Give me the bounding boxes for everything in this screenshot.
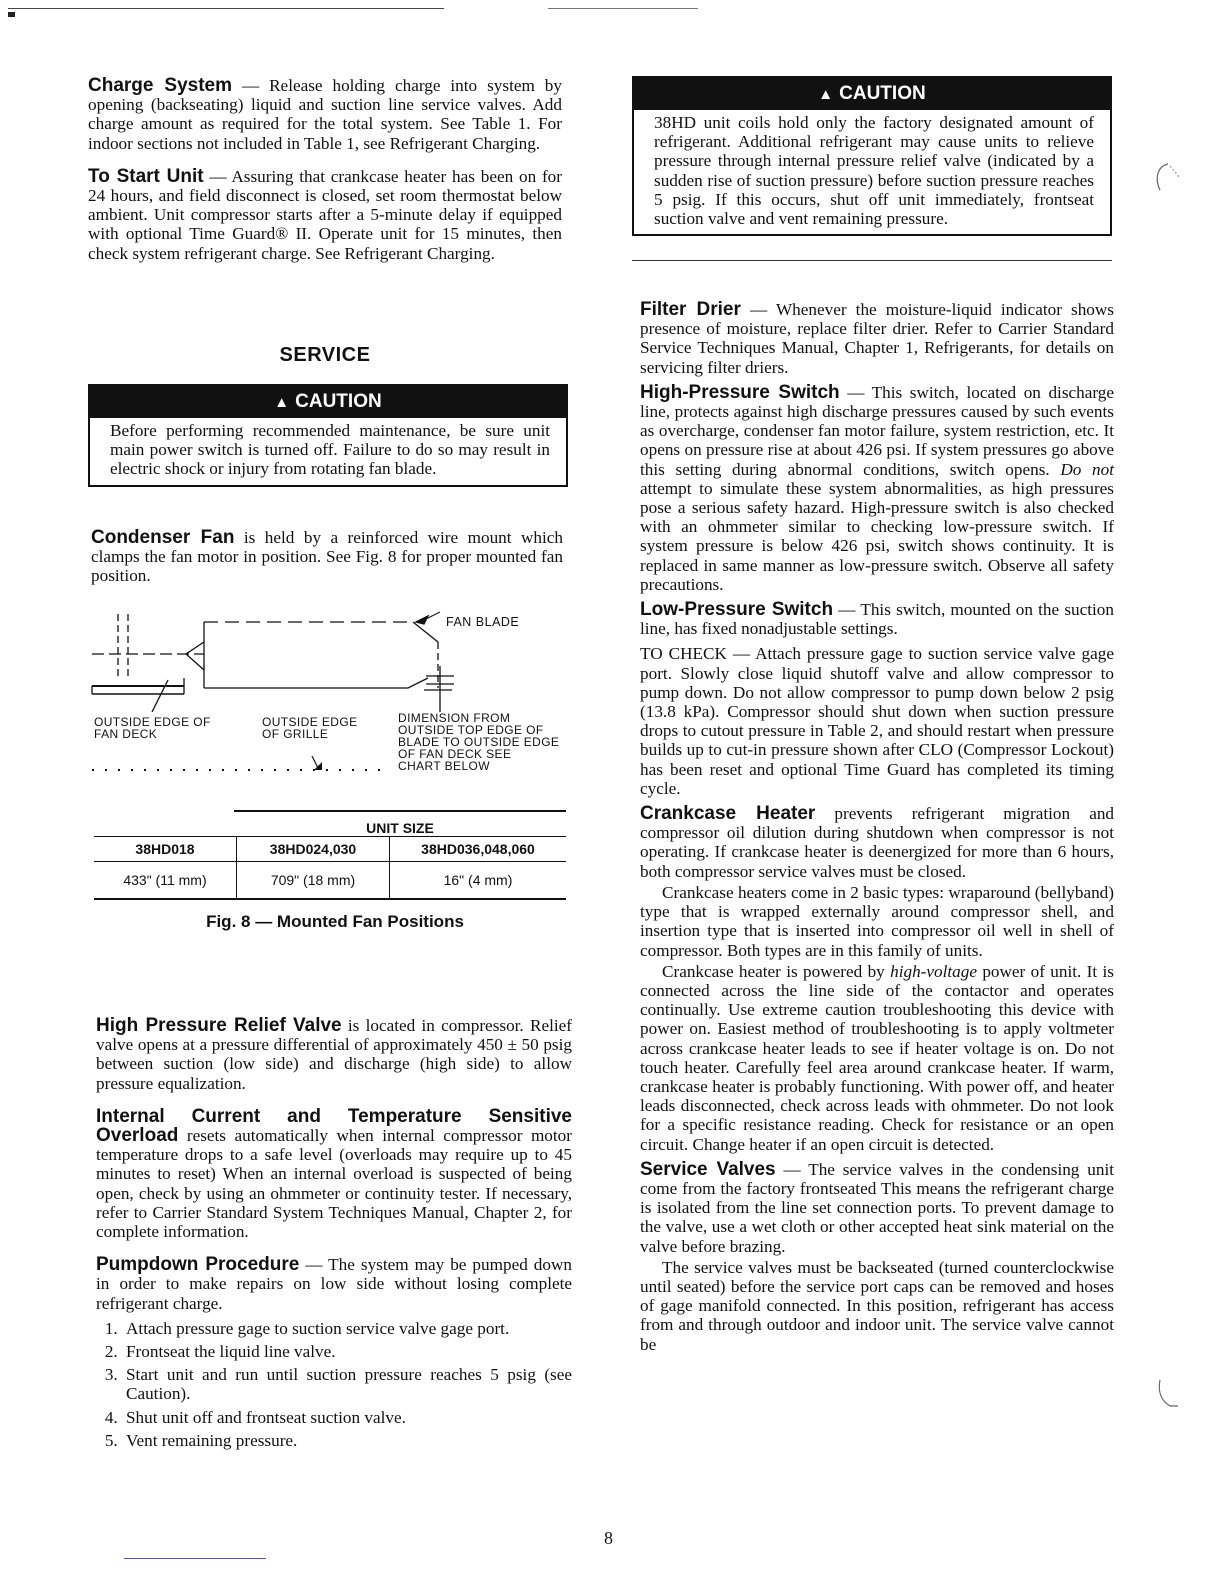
- crankcase-power-text-2: power of unit. It is connected across the line side of the contactor and operates continually. Use extreme caution troubleshooting this device with power on. Easiest method of troubleshooting is to apply voltmeter across crankcase heater leads to see if heater voltage is on. Do not touch heater. Carefully feel area around crankcase heater. If warm, crankcase heater is probably functioning. With power off, and heater leads disconnected, check across leads with ohmmeter. Do not look for a specific resistance reading. Check for resistance or an open circuit. Change heater if an open circuit is detected.: [640, 961, 1114, 1154]
- pumpdown-step: 2. Frontseat the liquid line valve.: [122, 1342, 572, 1361]
- grille-label: OUTSIDE EDGE OF GRILLE: [262, 715, 358, 741]
- table-header-cell: 38HD024,030: [237, 837, 390, 862]
- warning-triangle-icon: ▲: [274, 394, 290, 411]
- crankcase-heater-text: prevents refrigerant migration and compressor oil dilution during shutdown when compressor is not operating. If crankcase heater is deenergized for more than 6 hours, both compressor service valves must be closed.: [640, 804, 1115, 881]
- right-column: [640, 300, 1114, 1356]
- caution-bar: [634, 78, 1110, 110]
- condenser-fan-heading: Condenser Fan: [91, 527, 235, 548]
- table-header-cell: 38HD036,048,060: [421, 841, 535, 857]
- charge-system-text: — Release holding charge into system by opening (backseating) liquid and suction line service valves. Add charge amount as required for the total system. See Table 1. For indoor sections not included in Table 1, see Refrigerant Charging.: [88, 76, 562, 153]
- page-number: 8: [604, 1528, 613, 1548]
- margin-mark: [1150, 1376, 1190, 1416]
- high-pressure-relief-paragraph: [96, 1016, 572, 1093]
- high-pressure-switch-text-2: attempt to simulate these system abnormalities, as high pressures pose a serious safety hazard. High-pressure switch is also checked with an ohmmeter similar to checking low-pressure switch. If system pressure is below 426 psi, switch shows continuity. It is replaced in same manner as low-pressure switch. Observe all safety precautions.: [640, 478, 1114, 594]
- caution-label: CAUTION: [295, 391, 382, 412]
- grille-dotted-line: [90, 756, 390, 778]
- service-valves-heading: Service Valves: [640, 1158, 776, 1180]
- filter-drier-paragraph: [640, 300, 1114, 377]
- filter-drier-text: — Whenever the moisture-liquid indicator shows presence of moisture, replace filter drier. Refer to Carrier Standard Service Techniques Manual, Chapter 1, Refrigerants, for details on servicing filter driers.: [640, 300, 1114, 377]
- low-pressure-switch-text: — This switch, mounted on the suction line, has fixed nonadjustable settings.: [640, 600, 1114, 639]
- service-valves-backseat-paragraph: The service valves must be backseated (turned counterclockwise until seated) before the service port caps can be removed and hoses of gage manifold connected. In this position, refrigerant has access from and through outdoor and indoor unit. The service valve cannot be: [640, 1257, 1114, 1354]
- high-voltage-emphasis: high-voltage: [890, 961, 977, 981]
- unit-size-table: [94, 810, 566, 900]
- pumpdown-step: 3. Start unit and run until suction pressure reaches 5 psig (see Caution).: [122, 1365, 572, 1403]
- left-column: [88, 76, 562, 277]
- condenser-fan-block: [91, 528, 563, 600]
- crankcase-power-text: Crankcase heater is powered by: [662, 961, 891, 981]
- caution-bar: [90, 386, 566, 418]
- pumpdown-step: 1. Attach pressure gage to suction service valve gage port.: [122, 1319, 572, 1338]
- top-rule-right: [548, 8, 698, 9]
- table-value-cell: 433" (11 mm): [94, 862, 237, 900]
- caution-underline: [632, 260, 1112, 261]
- high-pressure-switch-heading: High-Pressure Switch: [640, 381, 840, 403]
- dimension-label: DIMENSION FROM OUTSIDE TOP EDGE OF BLADE TO OUTSIDE EDGE OF FAN DECK SEE CHART BELOW: [398, 711, 560, 773]
- fan-deck-label: OUTSIDE EDGE OF FAN DECK: [94, 715, 211, 741]
- to-start-unit-paragraph: [88, 167, 562, 263]
- left-lower-column: [96, 1016, 572, 1454]
- crankcase-heater-heading: Crankcase Heater: [640, 803, 816, 825]
- high-pressure-relief-heading: High Pressure Relief Valve: [96, 1015, 342, 1036]
- margin-mark: [1148, 160, 1188, 200]
- corner-mark: [8, 12, 15, 17]
- pumpdown-steps: [96, 1319, 572, 1450]
- table-value-cell: 16" (4 mm): [443, 872, 513, 888]
- figure-caption: Fig. 8 — Mounted Fan Positions: [206, 912, 464, 931]
- internal-overload-text: resets automatically when internal compressor motor temperature drops to a safe level (overloads may require up to 45 minutes to reset) When an internal overload is suspected of being open, check by using an ohmmeter or continuity tester. If necessary, refer to Carrier Standard System Techniques Manual, Chapter 2, for complete information.: [96, 1126, 572, 1242]
- filter-drier-heading: Filter Drier: [640, 299, 741, 320]
- fan-blade-label: FAN BLADE: [446, 615, 520, 629]
- internal-overload-paragraph: [96, 1107, 572, 1241]
- table-header-cell: 38HD018: [94, 837, 237, 862]
- charge-system-paragraph: [88, 76, 562, 153]
- high-pressure-switch-text: — This switch, located on discharge line, protects against high discharge pressures caused by such events as overcharge, condenser fan motor failure, system restriction, etc. It opens on pressure rise at about 426 psi. If system pressures go above this setting during abnormal conditions, switch opens.: [640, 382, 1114, 479]
- refrigerant-caution-box: [632, 76, 1112, 236]
- table-value-cell: 709" (18 mm): [237, 862, 390, 900]
- top-rule: [8, 8, 444, 9]
- pumpdown-paragraph: [96, 1255, 572, 1313]
- pumpdown-step: 5. Vent remaining pressure.: [122, 1431, 572, 1450]
- service-valves-paragraph: [640, 1160, 1114, 1256]
- condenser-fan-paragraph: [91, 528, 563, 586]
- to-start-unit-heading: To Start Unit: [88, 165, 204, 187]
- bottom-rule: [124, 1558, 266, 1559]
- condenser-fan-text: is held by a reinforced wire mount which clamps the fan motor in position. See Fig. 8 for proper mounted fan position.: [91, 528, 563, 586]
- charge-system-heading: Charge System: [88, 75, 232, 96]
- pumpdown-heading: Pumpdown Procedure: [96, 1254, 300, 1276]
- caution-text: Before performing recommended maintenance, be sure unit main power switch is turned off. Failure to do so may result in electric shock or injury from rotating fan blade.: [110, 421, 550, 479]
- high-pressure-relief-text: is located in compressor. Relief valve opens at a pressure differential of approximately 450 ± 50 psig between suction (low side) and discharge (high side) to allow pressure equalization.: [96, 1016, 572, 1093]
- caution-text: 38HD unit coils hold only the factory designated amount of refrigerant. Additional refrigerant may cause units to relieve pressure through internal pressure relief valve (indicated by a sudden rise of suction pressure) before suction pressure reaches 5 psig. If this occurs, shut off unit immediately, frontseat suction valve and vent remaining pressure.: [654, 113, 1094, 229]
- internal-overload-heading: Internal Current and Temperature Sensitive Overload: [96, 1105, 572, 1147]
- to-check-paragraph: TO CHECK — Attach pressure gage to suction service valve gage port. Slowly close liquid shutoff valve and allow compressor to pump down. Do not allow compressor to pump down below 2 psig (13.8 kPa). Compressor should shut down when suction pressure drops to cutout pressure in Table 2, and should restart when pressure builds up to cut-in pressure shown after CLO (Compressor Lockout) has been reset and optional Time Guard has completed its timing cycle.: [640, 644, 1114, 798]
- low-pressure-switch-paragraph: [640, 600, 1114, 638]
- table-title: UNIT SIZE: [234, 810, 566, 836]
- pumpdown-step: 4. Shut unit off and frontseat suction valve.: [122, 1408, 572, 1427]
- service-caution-box: [88, 384, 568, 487]
- caution-label: CAUTION: [839, 83, 926, 104]
- do-not-emphasis: Do not: [1060, 459, 1115, 479]
- service-title: SERVICE: [279, 344, 371, 366]
- high-pressure-switch-paragraph: [640, 383, 1114, 594]
- pumpdown-text: — The system may be pumped down in order to make repairs on low side without losing complete refrigerant charge.: [96, 1255, 572, 1313]
- low-pressure-switch-heading: Low-Pressure Switch: [640, 599, 834, 621]
- crankcase-types-paragraph: Crankcase heaters come in 2 basic types: wraparound (bellyband) type that is wrapped externally around compressor shell, and insertion type that is inserted into compressor oil well in shell of compressor. Both types are in this family of units.: [640, 882, 1114, 960]
- crankcase-power-paragraph: [640, 962, 1114, 1154]
- to-start-unit-text: — Assuring that crankcase heater has been on for 24 hours, and field disconnect is closed, set room thermostat below ambient. Unit compressor starts after a 5-minute delay if equipped with optional Time Guard® II. Operate unit for 15 minutes, then check system refrigerant charge. See Refrigerant Charging.: [88, 166, 562, 263]
- fan-position-diagram: [88, 608, 578, 712]
- service-valves-text: — The service valves in the condensing unit come from the factory frontseated This means the refrigerant charge is isolated from the line set connection ports. To prevent damage to the valve, use a wet cloth or other accepted heat sink material on the valve before brazing.: [640, 1159, 1114, 1256]
- crankcase-heater-paragraph: [640, 804, 1114, 881]
- warning-triangle-icon: ▲: [818, 86, 834, 103]
